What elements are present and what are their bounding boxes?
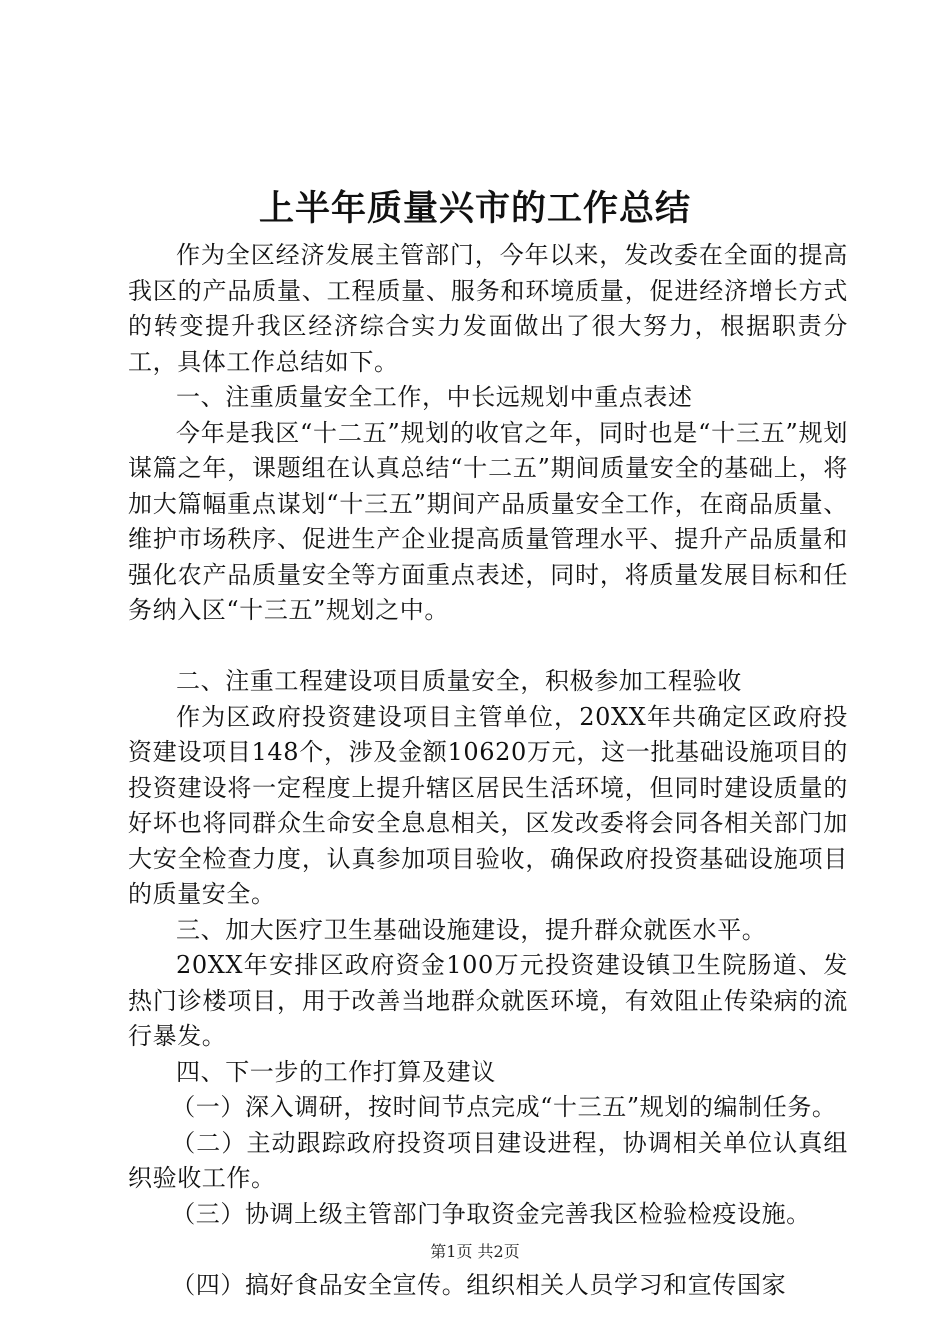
- paragraph-spacer: [128, 629, 848, 665]
- plan-item-1: （一）深入调研，按时间节点完成“十三五”规划的编制任务。: [171, 1093, 837, 1121]
- page-footer: 第1页 共2页: [430, 1242, 520, 1261]
- plan-item-4: （四）搞好食品安全宣传。组织相关人员学习和宣传国家: [171, 1270, 787, 1299]
- section-2-body: 作为区政府投资建设项目主管单位，20XX年共确定区政府投资建设项目148个，涉及金额10620万元，这一批基础设施项目的投资建设将一定程度上提升辖区居民生活环境，但同时建设质量的好坏也将同群众生命安全息息相关，区发改委将会同各相关部门加大安全检查力度，认真参加项目验收，确保政府投资基础设施项目的质量安全。: [128, 702, 848, 908]
- plan-item-2: （二）主动跟踪政府投资项目建设进程，协调相关单位认真组织验收工作。: [128, 1128, 848, 1192]
- section-2-heading: 二、注重工程建设项目质量安全，积极参加工程验收: [176, 667, 742, 695]
- document-title: 上半年质量兴市的工作总结: [258, 188, 691, 229]
- plan-item-3: （三）协调上级主管部门争取资金完善我区检验检疫设施。: [171, 1199, 811, 1228]
- section-4-heading: 四、下一步的工作打算及建议: [176, 1057, 496, 1086]
- section-3-body: 20XX年安排区政府资金100万元投资建设镇卫生院肠道、发热门诊楼项目，用于改善当地群众就医环境，有效阻止传染病的流行暴发。: [128, 951, 848, 1050]
- intro-paragraph: 作为全区经济发展主管部门，今年以来，发改委在全面的提高我区的产品质量、工程质量、服务和环境质量，促进经济增长方式的转变提升我区经济综合实力发面做出了很大努力，根据职责分工，具体工作总结如下。: [128, 241, 848, 376]
- section-3-heading: 三、加大医疗卫生基础设施建设，提升群众就医水平。: [176, 915, 767, 944]
- section-1-heading: 一、注重质量安全工作，中长远规划中重点表述: [176, 383, 693, 411]
- section-1-body: 今年是我区“十二五”规划的收官之年，同时也是“十三五”规划谋篇之年，课题组在认真总结“十二五”期间质量安全的基础上，将加大篇幅重点谋划“十三五”期间产品质量安全工作，在商品质量、维护市场秩序、促进生产企业提高质量管理水平、提升产品质量和强化农产品质量安全等方面重点表述，同时，将质量发展目标和任务纳入区“十三五”规划之中。: [128, 418, 848, 624]
- document-body: [128, 238, 848, 1303]
